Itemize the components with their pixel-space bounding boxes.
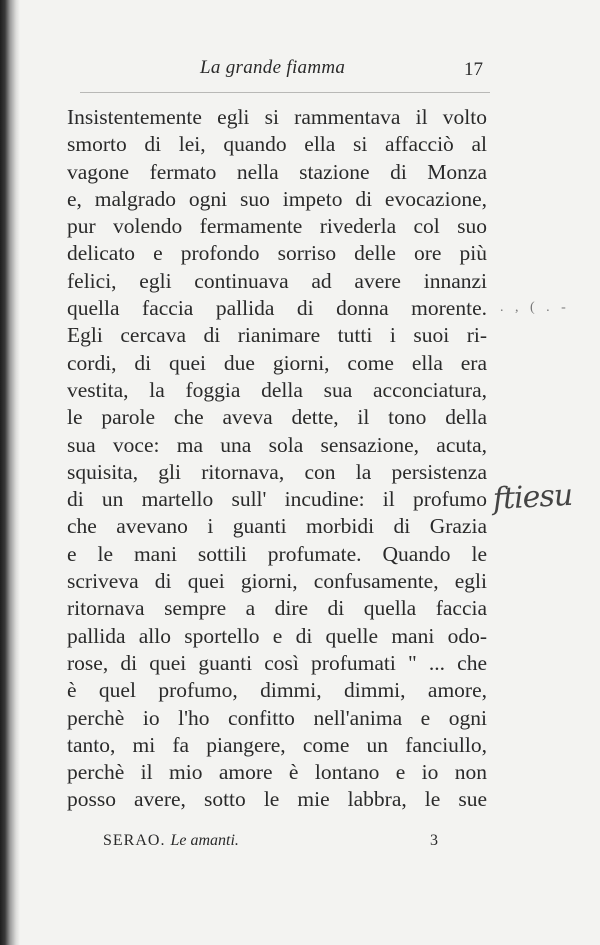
text-line: perchè il mio amore è lontano e io non [67,760,487,785]
text-line: Insistentemente egli si rammentava il volto [67,105,487,129]
footer-work-title: Le amanti. [170,832,239,849]
body-text [67,104,487,814]
footer-signature [103,832,239,850]
text-line: vagone fermato nella stazione di Monza [67,159,487,184]
book-spine-shadow [0,0,20,945]
text-line: posso avere, sotto le mie labbra, le sue [67,787,487,812]
text-line: sua voce: ma una sola sensazione, acuta, [67,432,487,457]
text-line: e, malgrado ogni suo impeto di evocazione, [67,186,487,211]
text-line: rose, di quei guanti così profumati " ... che [67,650,487,675]
margin-handwriting: ftiesu [492,477,573,517]
text-line: cordi, di quei due giorni, come ella era [67,350,487,375]
text-line: è quel profumo, dimmi, dimmi, amore, [67,678,487,703]
running-header [190,57,520,83]
text-line: perchè io l'ho confitto nell'anima e ogni [67,705,487,730]
text-line: felici, egli continuava ad avere innanzi [67,268,487,293]
signature-mark: 3 [430,832,438,849]
text-line: che avevano i guanti morbidi di Grazia [67,514,487,539]
text-line: di un martello sull' incudine: il profumo [67,487,487,512]
header-rule [80,92,490,93]
text-line: pallida allo sportello e di quelle mani odo- [67,623,487,648]
text-line: squisita, gli ritornava, con la persistenza [67,459,487,484]
text-line: delicato e profondo sorriso delle ore più [67,241,487,266]
text-line: scriveva di quei giorni, confusamente, egli [67,569,487,594]
text-line: pur volendo fermamente rivederla col suo [67,214,487,239]
text-line: ritornava sempre a dire di quella faccia [67,596,487,621]
text-line: smorto di lei, quando ella si affacciò al [67,132,487,157]
margin-pencil-marks: . , ( . - [500,300,570,315]
text-line: le parole che aveva dette, il tono della [67,405,487,430]
text-line: Egli cercava di rianimare tutti i suoi ri- [67,323,487,348]
text-line: e le mani sottili profumate. Quando le [67,541,487,566]
text-line: tanto, mi fa piangere, come un fanciullo, [67,732,487,757]
text-line: vestita, la foggia della sua acconciatura, [67,377,487,402]
running-title: La grande fiamma [200,57,346,78]
text-line: quella faccia pallida di donna morente. [67,296,487,321]
footer-author: SERAO. [103,832,166,849]
page-number: 17 [464,59,483,80]
page-footer [103,832,443,854]
